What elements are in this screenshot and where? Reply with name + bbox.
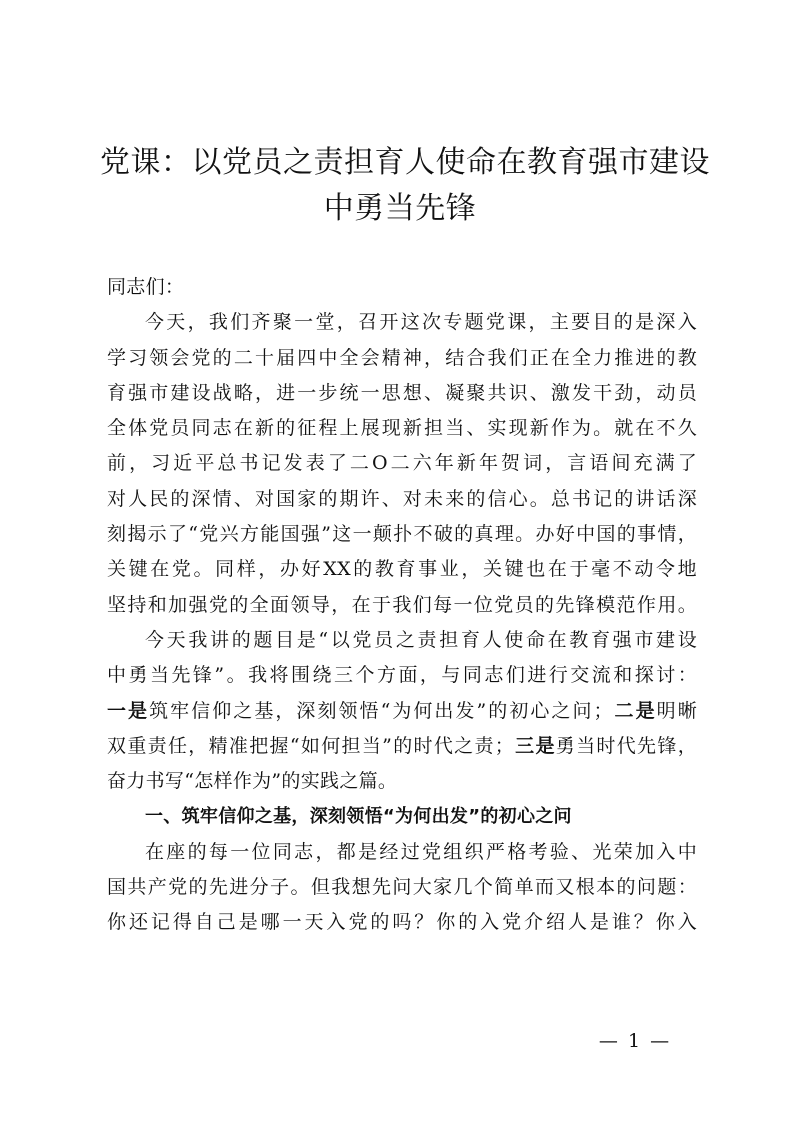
paragraph-line: 今天，我们齐聚一堂，召开这次专题党课，主要目的是深入 <box>145 311 697 334</box>
paragraph-line: 全体党员同志在新的征程上展现新担当、实现新作为。就在不久 <box>107 417 697 440</box>
paragraph-line: 学习领会党的二十届四中全会精神，结合我们正在全力推进的教 <box>107 346 697 369</box>
text-run: 筑牢信仰之基，深刻领悟“为何出发”的初心之问； <box>149 699 613 722</box>
paragraph-line: 刻揭示了“党兴方能国强”这一颠扑不破的真理。办好中国的事情， <box>107 523 697 546</box>
bold-marker-one: 一是 <box>107 699 150 722</box>
bold-marker-three: 三是 <box>514 734 556 757</box>
title-line-1: 党课：以党员之责担育人使命在教育强市建设 <box>100 145 710 180</box>
paragraph-line <box>107 694 697 729</box>
document-body <box>107 270 697 941</box>
paragraph-3 <box>107 835 697 941</box>
page-number: — 1 — <box>598 1030 672 1052</box>
bold-marker-two: 二是 <box>612 699 657 722</box>
text-run: 勇当时代先锋， <box>555 734 697 757</box>
document-title <box>100 140 710 232</box>
title-line-2: 中勇当先锋 <box>323 191 477 226</box>
text-run: 明晰 <box>656 699 698 722</box>
salutation: 同志们： <box>107 276 185 298</box>
paragraph-line: 育强市建设战略，进一步统一思想、凝聚共识、激发干劲，动员 <box>107 381 697 404</box>
paragraph-line: 中勇当先锋”。我将围绕三个方面，与同志们进行交流和探讨： <box>107 664 697 687</box>
paragraph-2 <box>107 623 697 799</box>
paragraph-line: 你还记得自己是哪一天入党的吗？你的入党介绍人是谁？你入 <box>107 911 697 934</box>
paragraph-line <box>107 729 697 764</box>
section-heading: 一、筑牢信仰之基，深刻领悟“为何出发”的初心之问 <box>145 806 572 828</box>
paragraph-line: 今天我讲的题目是“以党员之责担育人使命在教育强市建设 <box>145 628 697 651</box>
paragraph-1 <box>107 305 697 623</box>
paragraph-line: 前，习近平总书记发表了二O二六年新年贺词，言语间充满了 <box>107 452 697 475</box>
paragraph-line: 关键在党。同样，办好XX的教育事业，关键也在于毫不动令地 <box>107 558 697 581</box>
paragraph-line: 国共产党的先进分子。但我想先问大家几个简单而又根本的问题： <box>107 876 697 899</box>
paragraph-line: 对人民的深情、对国家的期许、对未来的信心。总书记的讲话深 <box>107 487 697 510</box>
paragraph-line: 奋力书写“怎样作为”的实践之篇。 <box>107 770 398 793</box>
paragraph-line: 坚持和加强党的全面领导，在于我们每一位党员的先锋模范作用。 <box>107 593 697 616</box>
text-run: 双重责任，精准把握“如何担当”的时代之责； <box>107 734 515 757</box>
paragraph-line: 在座的每一位同志，都是经过党组织严格考验、光荣加入中 <box>145 840 697 863</box>
